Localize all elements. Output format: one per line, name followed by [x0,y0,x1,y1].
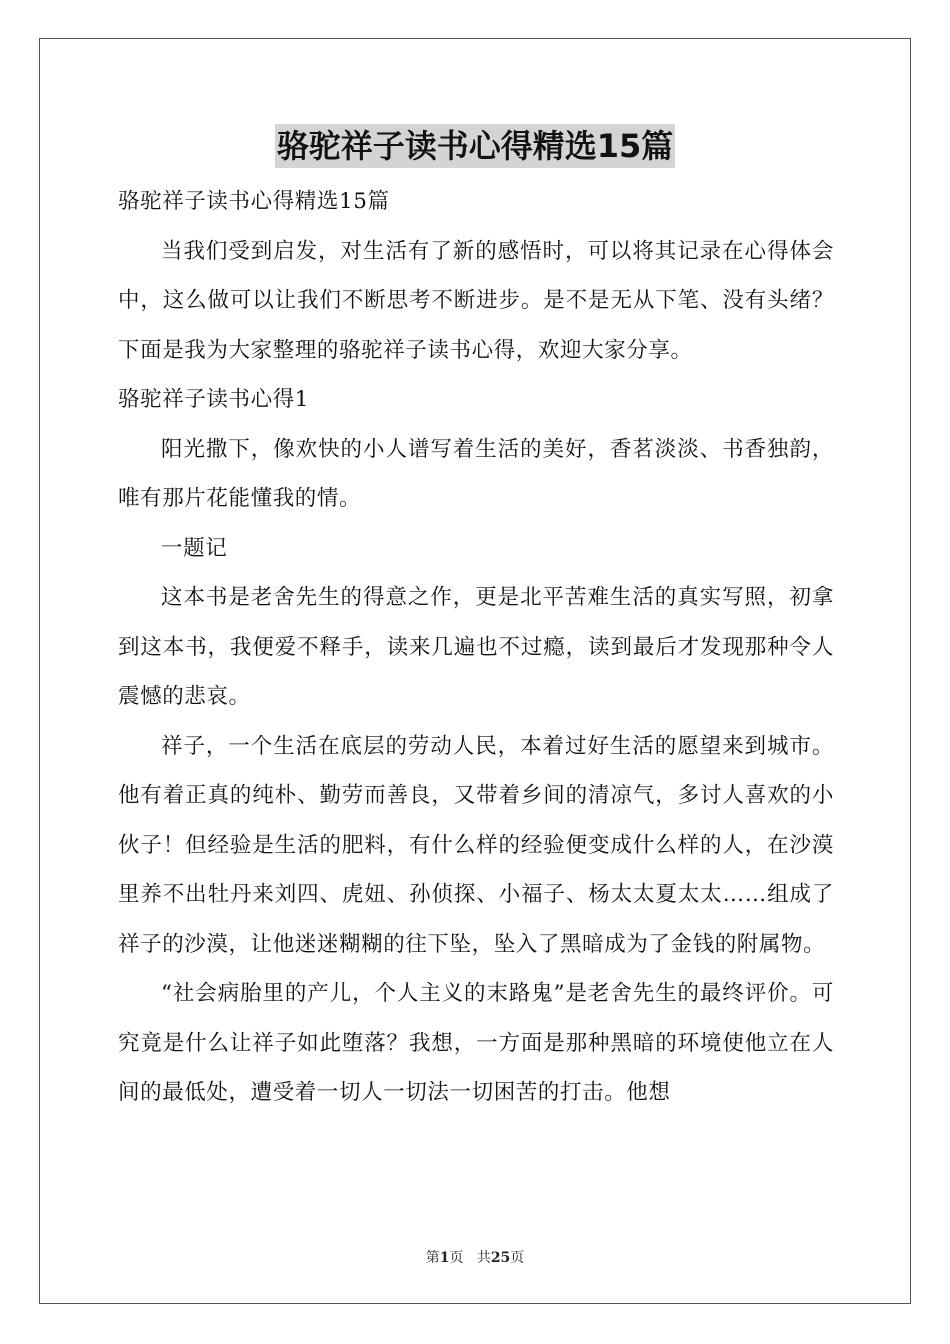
body-paragraph: 这本书是老舍先生的得意之作，更是北平苦难生活的真实写照，初拿到这本书，我便爱不释手，读来几遍也不过瘾，读到最后才发现那种令人震憾的悲哀。 [118,585,834,709]
body-paragraph: “社会病胎里的产儿，个人主义的末路鬼”是老舍先生的最终评价。可究竟是什么让祥子如此堕落？我想，一方面是那种黑暗的环境使他立在人间的最低处，遭受着一切人一切法一切困苦的打击。他想 [118,981,834,1105]
page-footer [0,1248,950,1268]
epigraph-note: 一题记 [161,535,228,561]
intro-paragraph: 当我们受到启发，对生活有了新的感悟时，可以将其记录在心得体会中，这么做可以让我们不断思考不断进步。是不是无从下笔、没有头绪？下面是我为大家整理的骆驼祥子读书心得，欢迎大家分享。 [118,238,834,363]
total-suffix: 页 [510,1250,525,1266]
document-body [118,177,834,1118]
page-suffix: 页 [449,1250,464,1266]
body-paragraph: 祥子，一个生活在底层的劳动人民，本着过好生活的愿望来到城市。他有着正真的纯朴、勤劳而善良，又带着乡间的清凉气，多讨人喜欢的小伙子！但经验是生活的肥料，有什么样的经验便变成什么样的人，在沙漠里养不出牡丹来刘四、虎妞、孙侦探、小福子、杨太太夏太太……组成了祥子的沙漠，让他迷迷糊糊的往下坠，坠入了黑暗成为了金钱的附属物。 [118,733,834,957]
subtitle-paragraph: 骆驼祥子读书心得精选15篇 [118,189,390,214]
page-number: 1 [439,1250,450,1266]
body-paragraph: 阳光撒下，像欢快的小人谱写着生活的美好，香茗淡淡、书香独韵，唯有那片花能懂我的情。 [118,436,834,511]
title-area [0,124,950,168]
total-prefix: 共 [476,1250,491,1266]
page-prefix: 第 [425,1250,440,1266]
section-heading: 骆驼祥子读书心得1 [118,387,310,412]
page-total: 25 [490,1250,511,1266]
document-title: 骆驼祥子读书心得精选15篇 [275,124,676,168]
